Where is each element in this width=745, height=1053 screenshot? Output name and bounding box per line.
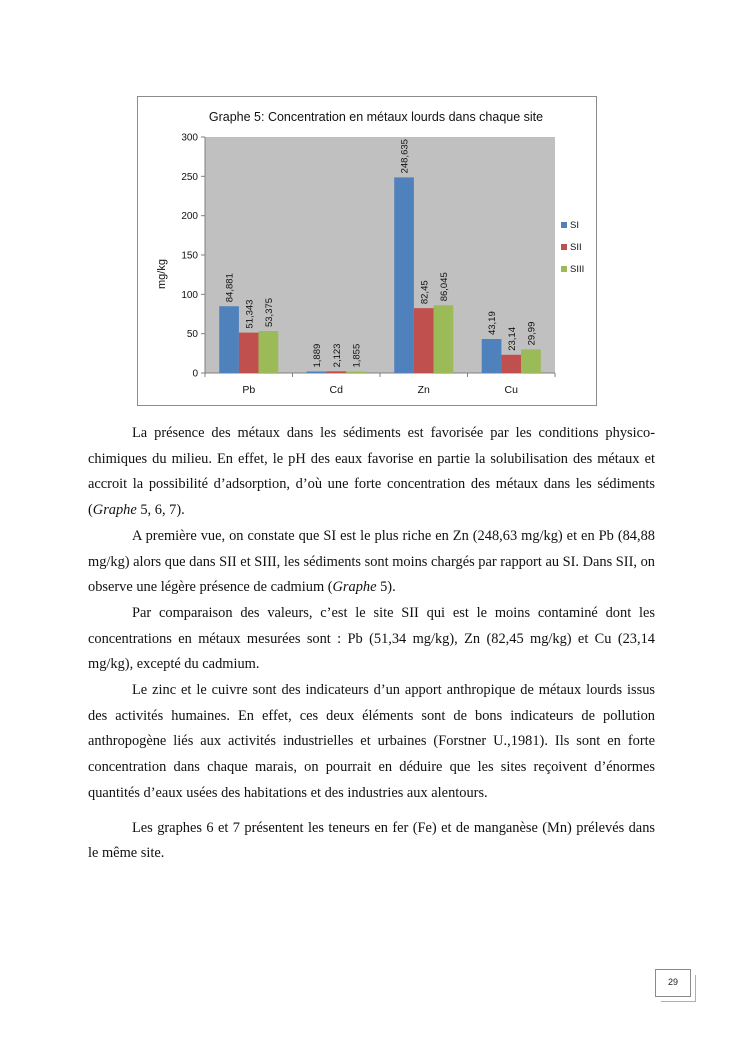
paragraph-2: A première vue, on constate que SI est le plus riche en Zn (248,63 mg/kg) et en Pb (84,88 mg/kg) alors que dans SII et SIII, les sédiments sont moins chargés par rapport au SI. Dans SII, on observe une légère présence de cadmium (Graphe 5).	[88, 527, 655, 596]
data-label: 43,19	[487, 311, 499, 336]
legend-swatch-sii	[561, 244, 567, 250]
legend-swatch-siii	[561, 266, 567, 272]
y-tick-label: 0	[192, 368, 198, 380]
paragraph-5: Les graphes 6 et 7 présentent les teneurs en fer (Fe) et de manganèse (Mn) prélevés dans le même site.	[88, 819, 655, 862]
bar-siii-pb	[259, 331, 279, 373]
x-tick-label: Cu	[504, 384, 518, 396]
chart-title: Graphe 5: Concentration en métaux lourds dans chaque site	[208, 110, 544, 124]
data-label: 248,635	[399, 139, 411, 174]
data-label: 84,881	[224, 273, 236, 303]
bar-si-pb	[219, 306, 239, 373]
x-tick-label: Zn	[417, 384, 430, 396]
bar-sii-pb	[239, 333, 259, 373]
bar-sii-zn	[414, 308, 434, 373]
data-label: 1,889	[312, 343, 324, 368]
chart-legend	[561, 220, 584, 275]
y-tick-label: 200	[181, 211, 198, 223]
data-label: 23,14	[506, 327, 518, 351]
bar-siii-cu	[521, 349, 541, 373]
data-label: 86,045	[438, 272, 450, 302]
bar-siii-zn	[434, 305, 454, 373]
y-axis-label: mg/kg	[156, 259, 168, 289]
legend-swatch-si	[561, 222, 567, 228]
x-tick-label: Cd	[329, 384, 343, 396]
bar-si-cu	[482, 339, 502, 373]
paragraph-1: La présence des métaux dans les sédiments est favorisée par les conditions physico-chimiques du milieu. En effet, le pH des eaux favorise en partie la solubilisation des métaux et accroit la possibilité d’adsorption, d’où une forte concentration des métaux dans les sédiments (Graphe 5, 6, 7).	[88, 425, 655, 519]
y-tick-label: 100	[181, 289, 198, 301]
legend-label-si: SI	[570, 220, 579, 231]
plot-area	[181, 133, 555, 397]
body-text	[88, 421, 655, 867]
data-label: 1,855	[351, 343, 363, 368]
paragraph-4: Le zinc et le cuivre sont des indicateurs d’un apport anthropique de métaux lourds issus des activités humaines. En effet, ces deux éléments sont de bons indicateurs de pollution anthropogène liés aux activités industrielles et urbaines (Forstner U.,1981). Ils sont en forte concentration dans chaque marais, on pourrait en déduire que les sites reçoivent d’énormes quantités d’eaux usées des habitations et des industries aux alentours.	[88, 682, 655, 801]
data-label: 2,123	[331, 343, 343, 368]
y-tick-label: 300	[181, 132, 198, 144]
y-tick-label: 150	[181, 250, 198, 262]
bar-chart-graphe-5	[137, 96, 597, 406]
data-label: 53,375	[263, 297, 275, 328]
legend-label-siii: SIII	[570, 264, 585, 275]
legend-label-sii: SII	[570, 242, 582, 253]
data-label: 82,45	[419, 280, 431, 305]
bar-si-cd	[307, 372, 327, 373]
data-label: 51,343	[244, 299, 256, 329]
bar-sii-cd	[326, 371, 346, 373]
page-number: 29	[655, 969, 691, 997]
bar-si-zn	[394, 177, 414, 373]
bar-siii-cd	[346, 372, 366, 373]
bar-sii-cu	[501, 355, 521, 373]
y-tick-label: 250	[181, 171, 198, 183]
x-tick-label: Pb	[242, 384, 256, 396]
data-label: 29,99	[526, 321, 538, 346]
y-tick-label: 50	[186, 329, 198, 341]
paragraph-3: Par comparaison des valeurs, c’est le site SII qui est le moins contaminé dont les concentrations en métaux mesurées sont : Pb (51,34 mg/kg), Zn (82,45 mg/kg) et Cu (23,14 mg/kg), excepté du cadmium.	[88, 604, 655, 673]
chart-canvas	[138, 97, 596, 405]
